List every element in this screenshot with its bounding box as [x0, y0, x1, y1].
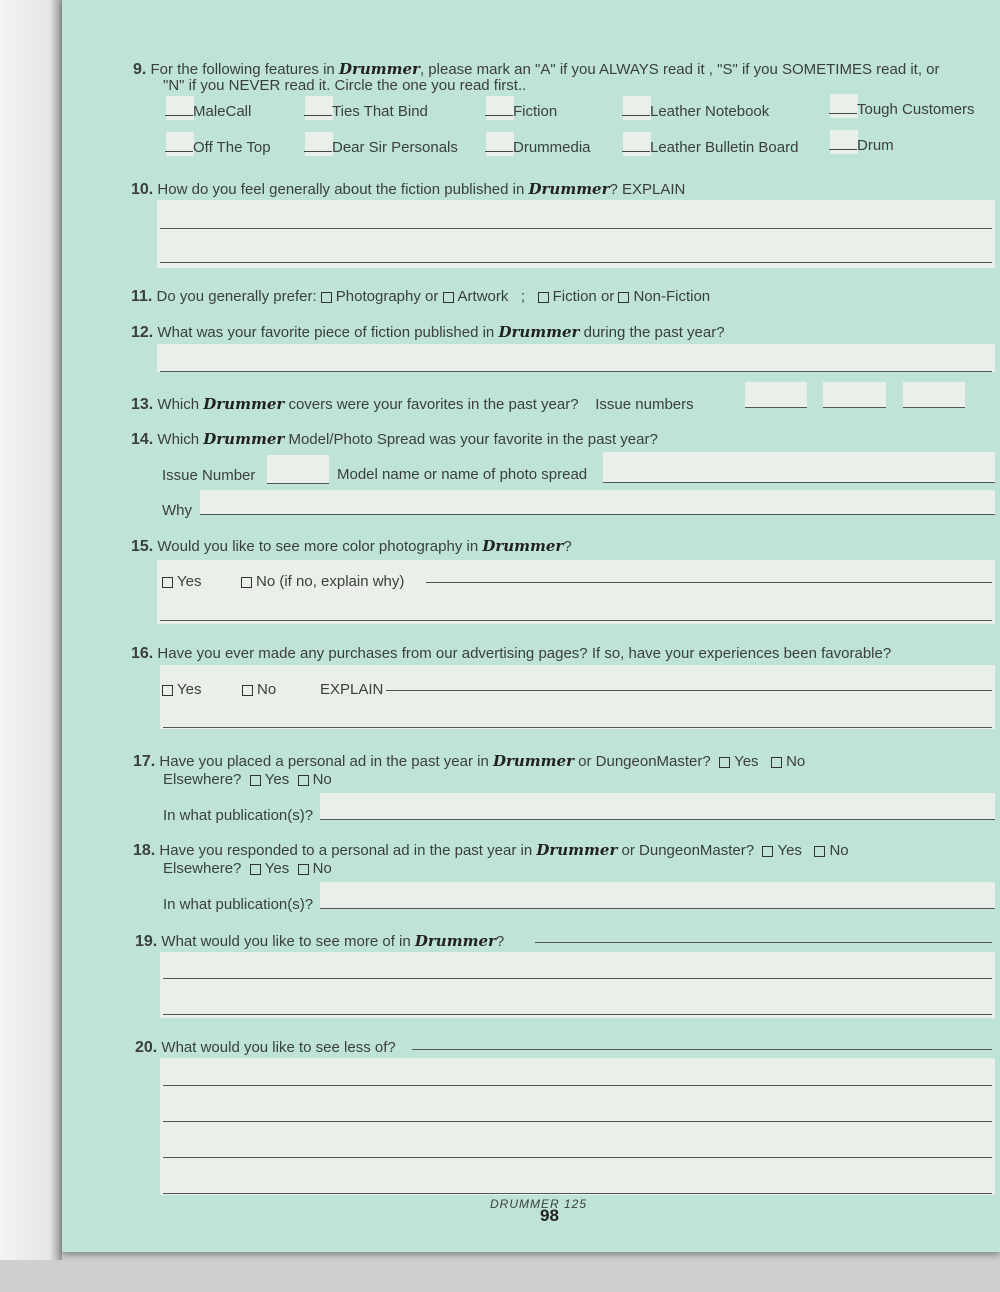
feature-item[interactable]: Tough Customers: [829, 101, 975, 118]
q15-text: 15. Would you like to see more color photography in Drummer?: [131, 537, 572, 555]
feature-item[interactable]: Off The Top: [165, 139, 271, 156]
q15-yes-checkbox[interactable]: Yes: [162, 573, 201, 590]
q17-yes-checkbox[interactable]: Yes: [719, 753, 758, 770]
model-name-label: Model name or name of photo spread: [337, 466, 588, 483]
issue-number-label: Issue Number: [162, 467, 256, 484]
q18-no-checkbox[interactable]: No: [814, 842, 848, 859]
q13-text: 13. Which Drummer covers were your favorites in the past year? Issue numbers: [131, 395, 694, 413]
q17-no-checkbox[interactable]: No: [771, 753, 805, 770]
q15-no-checkbox[interactable]: No (if no, explain why): [241, 573, 404, 590]
feature-item[interactable]: Dear Sir Personals: [304, 139, 458, 156]
explain-label: EXPLAIN: [320, 681, 384, 698]
page-edge: [0, 0, 62, 1260]
q18-elsewhere-yes-checkbox[interactable]: Yes: [250, 860, 289, 877]
feature-item[interactable]: Drum: [829, 137, 894, 154]
photography-checkbox[interactable]: Photography or: [321, 288, 439, 305]
q16-text: 16. Have you ever made any purchases from our advertising pages? If so, have your experiences been favorable?: [131, 645, 892, 662]
page-number: 98: [540, 1206, 559, 1225]
q16-no-checkbox[interactable]: No: [242, 681, 276, 698]
feature-item[interactable]: Leather Notebook: [622, 103, 769, 120]
issue-number-field[interactable]: [823, 382, 886, 408]
q17-elsewhere: Elsewhere? Yes No: [163, 771, 332, 788]
q17-publication-label: In what publication(s)?: [163, 807, 314, 824]
feature-item[interactable]: Fiction: [485, 103, 557, 120]
footer-issue: DRUMMER 125: [490, 1197, 588, 1211]
why-label: Why: [162, 502, 192, 519]
q18-yes-checkbox[interactable]: Yes: [762, 842, 801, 859]
q14-model-field[interactable]: [603, 452, 995, 483]
feature-item[interactable]: Drummedia: [485, 139, 591, 156]
artwork-checkbox[interactable]: Artwork: [443, 288, 509, 305]
q17-elsewhere-yes-checkbox[interactable]: Yes: [250, 771, 289, 788]
q10-answer-field[interactable]: [157, 200, 995, 268]
q9-text-line2: "N" if you NEVER read it. Circle the one you read first..: [163, 77, 527, 94]
q15-answer-field[interactable]: [157, 560, 995, 624]
q12-answer-field[interactable]: [157, 344, 995, 372]
q9-text: 9. For the following features in Drummer, please mark an "A" if you ALWAYS read it , "S" if you SOMETIMES read it, or: [133, 60, 940, 78]
nonfiction-checkbox[interactable]: Non-Fiction: [618, 288, 710, 305]
q20-text: 20. What would you like to see less of?: [135, 1039, 396, 1056]
q10-text: 10. How do you feel generally about the fiction published in Drummer? EXPLAIN: [131, 180, 686, 198]
q17-elsewhere-no-checkbox[interactable]: No: [298, 771, 332, 788]
q16-answer-field[interactable]: [160, 665, 995, 729]
q18-text: 18. Have you responded to a personal ad in the past year in Drummer or DungeonMaster? Yes No: [133, 841, 849, 859]
q12-text: 12. What was your favorite piece of fiction published in Drummer during the past year?: [131, 323, 725, 341]
q16-yes-checkbox[interactable]: Yes: [162, 681, 201, 698]
q18-elsewhere: Elsewhere? Yes No: [163, 860, 332, 877]
q18-publication-label: In what publication(s)?: [163, 896, 314, 913]
feature-item[interactable]: Ties That Bind: [304, 103, 428, 120]
q17-text: 17. Have you placed a personal ad in the past year in Drummer or DungeonMaster? Yes No: [133, 752, 806, 770]
q11-text: 11. Do you generally prefer: Photography or Artwork ; Fiction or Non-Fiction: [131, 288, 711, 305]
q14-why-field[interactable]: [200, 490, 995, 515]
q18-publication-field[interactable]: [320, 882, 995, 909]
q14-text: 14. Which Drummer Model/Photo Spread was your favorite in the past year?: [131, 430, 658, 448]
q17-publication-field[interactable]: [320, 793, 995, 820]
q14-issue-field[interactable]: [267, 455, 329, 484]
q18-elsewhere-no-checkbox[interactable]: No: [298, 860, 332, 877]
issue-number-field[interactable]: [903, 382, 965, 408]
issue-number-field[interactable]: [745, 382, 807, 408]
q19-text: 19. What would you like to see more of in Drummer?: [135, 932, 505, 950]
feature-item[interactable]: MaleCall: [165, 103, 251, 120]
feature-item[interactable]: Leather Bulletin Board: [622, 139, 798, 156]
q19-answer-field[interactable]: [160, 952, 995, 1018]
q20-answer-field[interactable]: [160, 1058, 995, 1195]
fiction-checkbox[interactable]: Fiction or: [538, 288, 615, 305]
